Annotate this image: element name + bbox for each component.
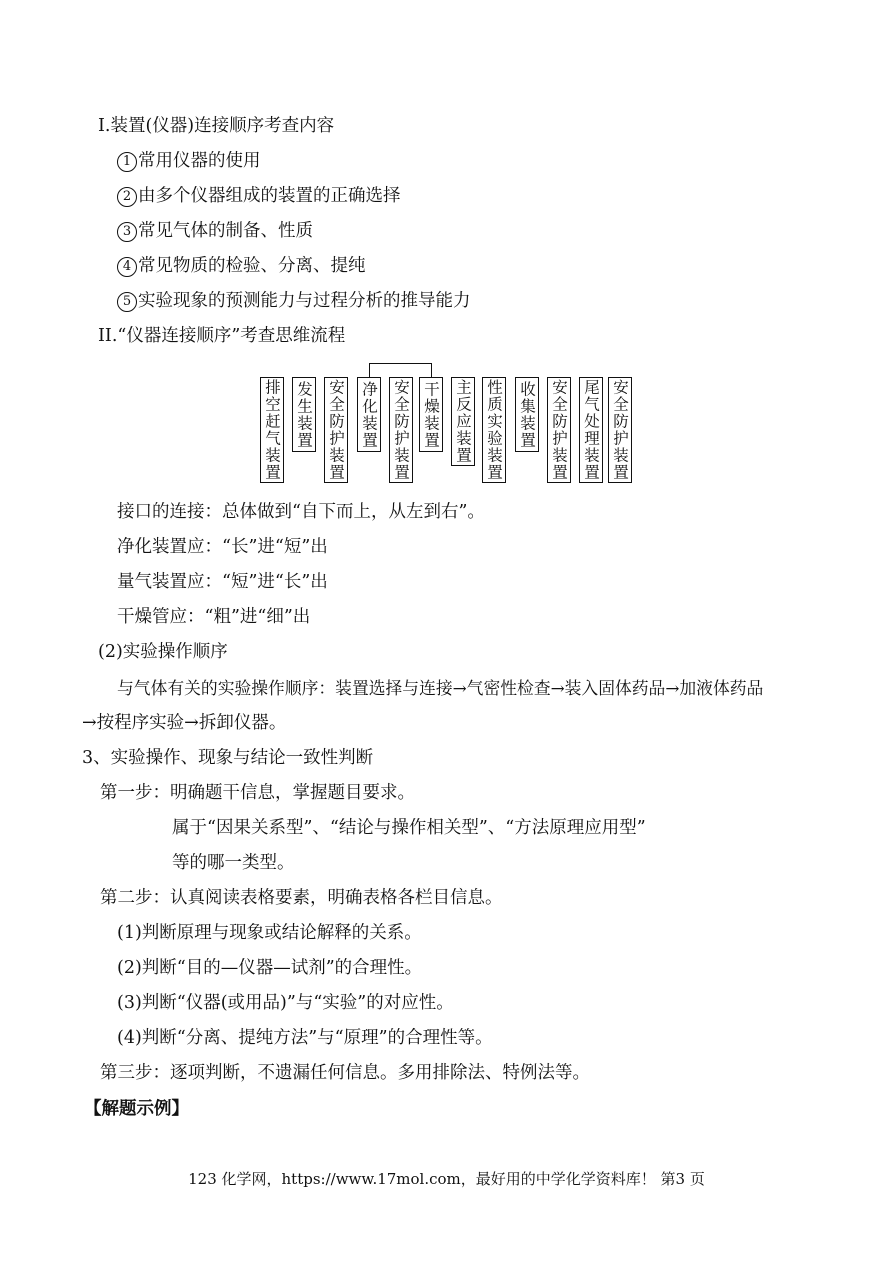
circled-number: 4 <box>117 257 137 277</box>
list-item <box>117 255 366 277</box>
step-3: 第三步：逐项判断，不遗漏任何信息。多用排除法、特例法等。 <box>100 1063 590 1083</box>
list-item-text: 常见气体的制备、性质 <box>138 221 313 241</box>
example-heading: 【解题示例】 <box>84 1099 189 1119</box>
step-1-detail: 属于“因果关系型”、“结论与操作相关型”、“方法原理应用型” <box>172 818 646 838</box>
section1-heading: I.装置(仪器)连接顺序考查内容 <box>98 116 335 136</box>
flow-box: 性质实验装置 <box>482 377 506 483</box>
page-footer: 123 化学网，https://www.17mol.com，最好用的中学化学资料库！ 第3 页 <box>188 1170 705 1188</box>
step-2: 第二步：认真阅读表格要素，明确表格各栏目信息。 <box>100 888 503 908</box>
flow-box: 安全防护装置 <box>324 377 348 483</box>
flow-box: 排空赶气装置 <box>260 377 284 483</box>
note-line: 接口的连接：总体做到“自下而上，从左到右”。 <box>117 502 485 522</box>
list-item <box>117 185 401 207</box>
flow-box: 安全防护装置 <box>608 377 632 483</box>
flow-box: 发生装置 <box>292 377 316 452</box>
circled-number: 5 <box>117 292 137 312</box>
step-2-item: (3)判断“仪器(或用品)”与“实验”的对应性。 <box>117 993 454 1013</box>
operation-text-cont: →按程序实验→拆卸仪器。 <box>82 713 287 733</box>
flow-box: 干燥装置 <box>419 377 443 452</box>
flow-box: 净化装置 <box>357 377 381 452</box>
list-item-text: 常见物质的检验、分离、提纯 <box>138 256 366 276</box>
list-item-text: 由多个仪器组成的装置的正确选择 <box>138 186 401 206</box>
flow-box: 主反应装置 <box>451 377 475 466</box>
step-2-item: (4)判断“分离、提纯方法”与“原理”的合理性等。 <box>117 1028 493 1048</box>
flow-box: 收集装置 <box>515 377 539 452</box>
circled-number: 3 <box>117 222 137 242</box>
step-2-item: (1)判断原理与现象或结论解释的关系。 <box>117 923 422 943</box>
note-line: 干燥管应：“粗”进“细”出 <box>117 607 311 627</box>
list-item <box>117 150 261 172</box>
section2-heading: II.“仪器连接顺序”考查思维流程 <box>98 326 346 346</box>
flow-box: 安全防护装置 <box>389 377 413 483</box>
list-item <box>117 290 471 312</box>
circled-number: 2 <box>117 187 137 207</box>
list-item-text: 常用仪器的使用 <box>138 151 261 171</box>
section3-heading: 3、实验操作、现象与结论一致性判断 <box>82 748 374 768</box>
note-line: 量气装置应：“短”进“长”出 <box>117 572 328 592</box>
bracket-connector <box>369 363 432 377</box>
flow-box: 安全防护装置 <box>547 377 571 483</box>
step-1: 第一步：明确题干信息，掌握题目要求。 <box>100 783 415 803</box>
list-item-text: 实验现象的预测能力与过程分析的推导能力 <box>138 291 471 311</box>
note-line: 净化装置应：“长”进“短”出 <box>117 537 328 557</box>
circled-number: 1 <box>117 152 137 172</box>
operation-heading: (2)实验操作顺序 <box>98 642 228 662</box>
operation-text: 与气体有关的实验操作顺序：装置选择与连接→气密性检查→装入固体药品→加液体药品 <box>117 678 764 698</box>
step-1-detail: 等的哪一类型。 <box>172 853 295 873</box>
step-2-item: (2)判断“目的—仪器—试剂”的合理性。 <box>117 958 423 978</box>
flow-box: 尾气处理装置 <box>579 377 603 483</box>
list-item <box>117 220 313 242</box>
